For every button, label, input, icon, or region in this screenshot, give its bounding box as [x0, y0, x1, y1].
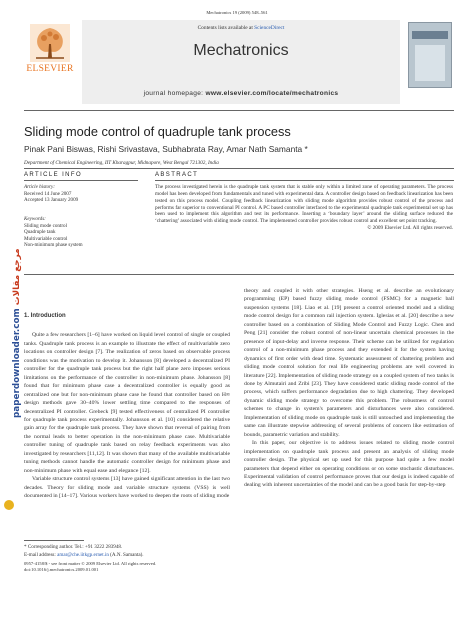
contents-prefix: Contents lists available at — [197, 25, 255, 31]
side-watermark[interactable] — [12, 248, 24, 418]
received-date: Received 14 June 2007 — [24, 190, 72, 197]
history-label: Article history: — [24, 184, 55, 190]
homepage-prefix: journal homepage: — [143, 90, 206, 97]
intro-right-column — [244, 287, 454, 490]
article-history — [24, 184, 124, 204]
email-label: E-mail address: — [24, 552, 58, 558]
masthead — [82, 20, 400, 104]
abstract-end-rule — [24, 274, 454, 275]
footnote-rule — [24, 540, 84, 541]
cover-block — [415, 45, 445, 81]
journal-name: Mechatronics — [193, 42, 289, 59]
accepted-date: Accepted 13 January 2009 — [24, 197, 79, 204]
elsevier-wordmark: ELSEVIER — [26, 64, 74, 74]
intro-paragraph: Quite a few researchers [1–6] have worked on liquid level control of single or coupled tanks. Quadruple tank process is an example to illustrate the effect of multivariable zero locations on controller design [7]. The realization of zeros based on observable process conditions was the motivation to develop it. Johansson [8] developed a decentralized PI controller for the quadruple tank process but the right half plane zero imposes serious limitations on the performance of the controller in non-minimum phase. Johansson [8] found that for minimum phase case a decentralized controller is equally good as centralized one but for non-minimum phase case he found that controller based on H∞ design methods gave 30–40% lower settling time compared to the responses of decentralized PI controller. Grebeck [9] tested effectiveness of centralized PI controller for quadruple tank process experimentally. Johansson et al. [10] considered the relative gain array for the quadruple tank process. They have shown that reversal of pairing from the normal leads to better operation in the non-minimum phase case. Multivariable controller tuning of quadruple tank based on relay feedback experiments was also investigated by researchers [11,12]. It was shown that many of the available multivariable tuning methods cannot handle the automatic controller design for minimum phase and non-minimum phase with equal ease and elegance [12]. — [24, 332, 230, 474]
abstract-rule — [155, 180, 454, 181]
footnote — [24, 543, 230, 559]
sciencedirect-link[interactable]: ScienceDirect — [254, 25, 285, 31]
email-suffix: (A.N. Samanta). — [108, 552, 144, 558]
intro-paragraph: Variable structure control systems [13] have gained significant attention in the last two decades. Theory for sliding mode and variable structure systems (VSS) is well documented in [14–17]. Various workers have worked to deepen the roots of sliding mode — [24, 476, 230, 500]
article-info-rule — [24, 180, 138, 181]
keyword-item: Sliding mode control — [24, 222, 68, 229]
journal-citation: Mechatronics 19 (2009) 548–561 — [206, 10, 268, 15]
abstract-text: The process investigated herein is the quadruple tank system that is stable only within a limited zone of operating parameters. The process model has been developed from fundamentals and tuned with experimental data. A controller design based on feedback linearization has been tested on this process model. Coupling feedback linearization with sliding mode algorithm provides robust control of the process and performs far superior to conventional PI control. A PC based controller interfaced to the experimental quadruple tank experimental set up has been used to implement this algorithm and test its performance. Inserting a ‘boundary layer’ around the sliding surface reduced the ‘chattering’ associated with sliding mode control. The implemented controller provides robust control and excellent set point tracking. — [155, 184, 453, 225]
keywords-label: Keywords: — [24, 216, 46, 222]
email-link[interactable]: amar@che.iitkgp.ernet.in — [57, 552, 109, 558]
header-rule-bottom — [24, 110, 454, 111]
elsevier-tree-icon — [30, 24, 70, 62]
journal-cover-thumbnail — [408, 22, 452, 88]
intro-heading: 1. Introduction — [24, 313, 66, 319]
watermark-dot-icon — [4, 500, 14, 510]
journal-homepage — [82, 90, 400, 97]
intro-paragraph: theory and coupled it with other strategies. Hseng et al. describe an evolutionary programming (EP) based fuzzy sliding mode control (FSMC) for a magnetic ball suspension systems [18]. Liao et al. [19] present a control oriented model and a sliding mode control design for a common rail injection system. Iglesias et al. [20] describe a new controller based on a combination of Sliding Mode Control and Fuzzy Logic. Chen and Peng [21] consider the robust control of non-linear uncertain chemical processes in the presence of input-delay and inverse response. Their scheme can be utilized for regulation control of a non-minimum phase process and they extended it for the system having dynamics of first order with dead time. Systematic assessment of chattering problem and sliding mode control solution for real life engineering problems are well covered in literature [22]. Implementation of sliding mode strategy on a coupled system of two tanks is done by Almutairi and Zribi [23]. They have considered static sliding mode control of the process, which suffers performance degradation due to high chattering. They developed dynamic sliding mode strategy to overcome this problem. The robustness of control schemes to change in system's parameters and disturbances were also considered. Implementation of sliding mode on quadruple tank is still untouched and implementing the same can illustrate stepwise addressing of several problems of concern like estimation of bounds, parametric variation and stability. — [244, 288, 454, 438]
keyword-item: Non-minimum phase system — [24, 242, 83, 249]
cover-band — [412, 31, 448, 39]
paper-authors: Pinak Pani Biswas, Rishi Srivastava, Subhabrata Ray, Amar Nath Samanta * — [24, 144, 308, 154]
journal-banner — [24, 20, 454, 110]
homepage-url[interactable]: www.elsevier.com/locate/mechatronics — [205, 90, 339, 97]
intro-left-column — [24, 312, 230, 501]
doi-line[interactable]: doi:10.1016/j.mechatronics.2009.01.001 — [24, 567, 99, 573]
email-line — [24, 551, 230, 559]
intro-paragraph: In this paper, our objective is to address issues related to sliding mode control implementation on quadruple tank process and present an analysis of sliding mode controller design. The physical set up used for this purpose had quite a few model parameters that depend either on operating conditions or on some stochastic disturbances. Experimental validation of control performance proves that our design is indeed capable of dealing with inherent uncertainties of the model and can be a good basis for step-by-step — [244, 440, 454, 489]
contents-line — [82, 25, 400, 31]
affiliation-rule — [24, 168, 454, 169]
issn-block — [24, 561, 230, 574]
watermark-arabic: مرجع مقالات — [12, 248, 22, 306]
keyword-item: Quadruple tank — [24, 229, 56, 236]
abstract-heading: ABSTRACT — [155, 172, 199, 178]
paper-affiliation: Department of Chemical Engineering, IIT Kharagpur, Midnapore, West Bengal 721302, India — [24, 160, 219, 166]
keywords-block — [24, 216, 124, 249]
keyword-item: Multivariable control — [24, 235, 68, 242]
issn-line: 0957-4158/$ - see front matter © 2009 Elsevier Ltd. All rights reserved. — [24, 561, 157, 566]
elsevier-logo — [24, 24, 76, 94]
paper-title: Sliding mode control of quadruple tank process — [24, 124, 291, 139]
abstract-body — [155, 184, 453, 232]
watermark-site: paperdownloader.com — [12, 308, 22, 418]
corresponding-author: * Corresponding author. Tel.: +91 3222 283948. — [24, 544, 123, 550]
article-info-heading: ARTICLE INFO — [24, 172, 83, 178]
abstract-copyright: © 2009 Elsevier Ltd. All rights reserved. — [367, 225, 453, 232]
